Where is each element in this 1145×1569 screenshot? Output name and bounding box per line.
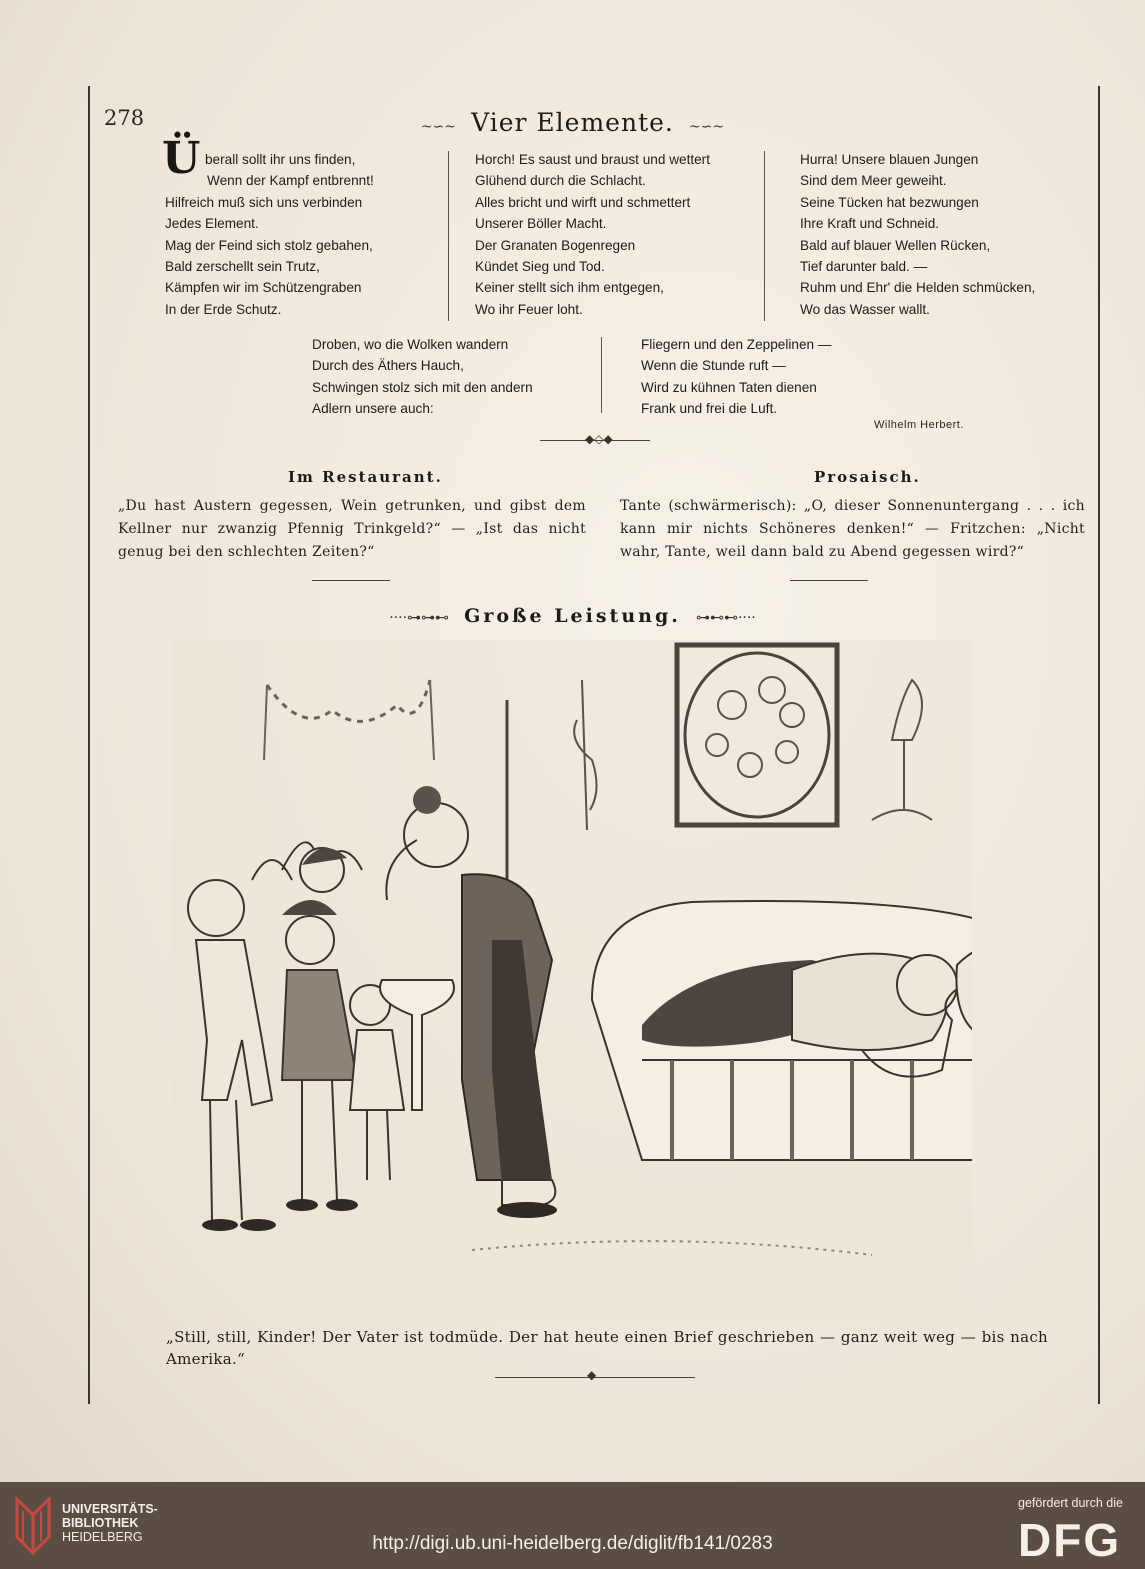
poem-line: Seine Tücken hat bezwungen [800, 194, 979, 210]
poem-column-5 [641, 334, 831, 420]
column-rule [601, 337, 602, 413]
poem-line: Schwingen stolz sich mit den andern [312, 379, 533, 395]
section-divider [312, 580, 390, 581]
poem-line: Jedes Element. [165, 216, 259, 232]
ornament-left-icon: ~∽~ [420, 118, 457, 135]
poem-author: Wilhelm Herbert. [874, 419, 964, 431]
poem-line: Wenn die Stunde ruft — [641, 358, 786, 374]
poem-column-4 [312, 334, 533, 420]
page-number: 278 [104, 106, 145, 130]
poem-line: Wenn der Kampf entbrennt! [207, 173, 374, 189]
poem-line: Fliegern und den Zeppelinen — [641, 337, 832, 352]
prosaisch-text: Tante (schwärmerisch): „O, dieser Sonnenuntergang . . . ich kann mir nichts Schöneres denken!“ — Fritzchen: „Nicht wahr, Tante, weil dann bald zu Abend gegessen wird?“ [620, 498, 1085, 560]
cartoon-caption: „Still, still, Kinder! Der Vater ist todmüde. Der hat heute einen Brief geschrieben — ganz weit weg — bis nach Amerika.“ [166, 1328, 1048, 1368]
dfg-logo: DFG [1018, 1514, 1122, 1566]
poem-line: Droben, wo die Wolken wandern [312, 337, 509, 352]
poem-line: Mag der Feind sich stolz gebahen, [165, 237, 373, 253]
poem-line: Keiner stellt sich ihm entgegen, [475, 280, 664, 296]
library-line-2: BIBLIOTHEK [62, 1516, 139, 1530]
cartoon-title: Große Leistung. [464, 605, 681, 627]
poem-line: Horch! Es saust und braust und wettert [475, 152, 710, 167]
poem-column-2 [475, 149, 710, 320]
poem-line: Kündet Sieg und Tod. [475, 259, 605, 275]
library-line-3: HEIDELBERG [62, 1530, 143, 1544]
poem-line: Frank und frei die Luft. [641, 401, 778, 417]
column-rule [764, 151, 765, 321]
funder-label: gefördert durch die [1018, 1496, 1123, 1510]
poem-line: Bald zerschellt sein Trutz, [165, 259, 320, 275]
library-line-1: UNIVERSITÄTS- [62, 1502, 158, 1516]
poem-title: Vier Elemente. [471, 108, 674, 137]
ornament-right-icon: ~∽~ [688, 118, 725, 135]
ornament-left-icon: ····⊶⊶⊷ [389, 609, 450, 626]
poem-column-3 [800, 149, 1035, 320]
restaurant-text: „Du hast Austern gegessen, Wein getrunken, und gibst dem Kellner nur zwanzig Pfennig Trinkgeld?“ — „Ist das nicht genug bei den schlechten Zeiten?“ [118, 498, 586, 560]
poem-line: Bald auf blauer Wellen Rücken, [800, 237, 991, 253]
poem-column-1 [165, 149, 374, 320]
poem-line: Der Granaten Bogenregen [475, 237, 636, 253]
poem-line: Wo ihr Feuer loht. [475, 301, 583, 317]
poem-line: Adlern unsere auch: [312, 401, 434, 417]
poem-line: In der Erde Schutz. [165, 301, 282, 317]
poem-line: Tief darunter bald. — [800, 259, 928, 275]
poem-line: Ihre Kraft und Schneid. [800, 216, 940, 232]
poem-line: berall sollt ihr uns finden, [205, 152, 356, 167]
prosaisch-title: Prosaisch. [814, 468, 921, 486]
poem-line: Durch des Äthers Hauch, [312, 358, 464, 374]
poem-line: Wo das Wasser wallt. [800, 301, 930, 317]
section-divider [790, 580, 868, 581]
end-ornament-icon: ◆ [587, 1368, 597, 1382]
poem-line: Kämpfen wir im Schützengraben [165, 280, 362, 296]
poem-line: Glühend durch die Schlacht. [475, 173, 646, 189]
restaurant-title: Im Restaurant. [288, 468, 443, 486]
cartoon-title-row [0, 605, 1145, 627]
poem-line: Hurra! Unsere blauen Jungen [800, 152, 979, 167]
column-rule [448, 151, 449, 321]
poem-line: Ruhm und Ehr' die Helden schmücken, [800, 280, 1036, 296]
poem-line: Unserer Böller Macht. [475, 216, 607, 232]
poem-line: Sind dem Meer geweiht. [800, 173, 947, 189]
poem-line: Wird zu kühnen Taten dienen [641, 379, 817, 395]
divider-ornament-icon: ◆◇◆ [585, 432, 613, 446]
poem-dropcap: Ü [162, 133, 201, 184]
source-url-link[interactable]: http://digi.ub.uni-heidelberg.de/diglit/fb141/0283 [372, 1533, 773, 1554]
poem-line: Hilfreich muß sich uns verbinden [165, 194, 363, 210]
ornament-right-icon: ⊶⊷⊷···· [695, 609, 756, 626]
poem-line: Alles bricht und wirft und schmettert [475, 194, 691, 210]
cartoon-illustration [172, 640, 972, 1320]
